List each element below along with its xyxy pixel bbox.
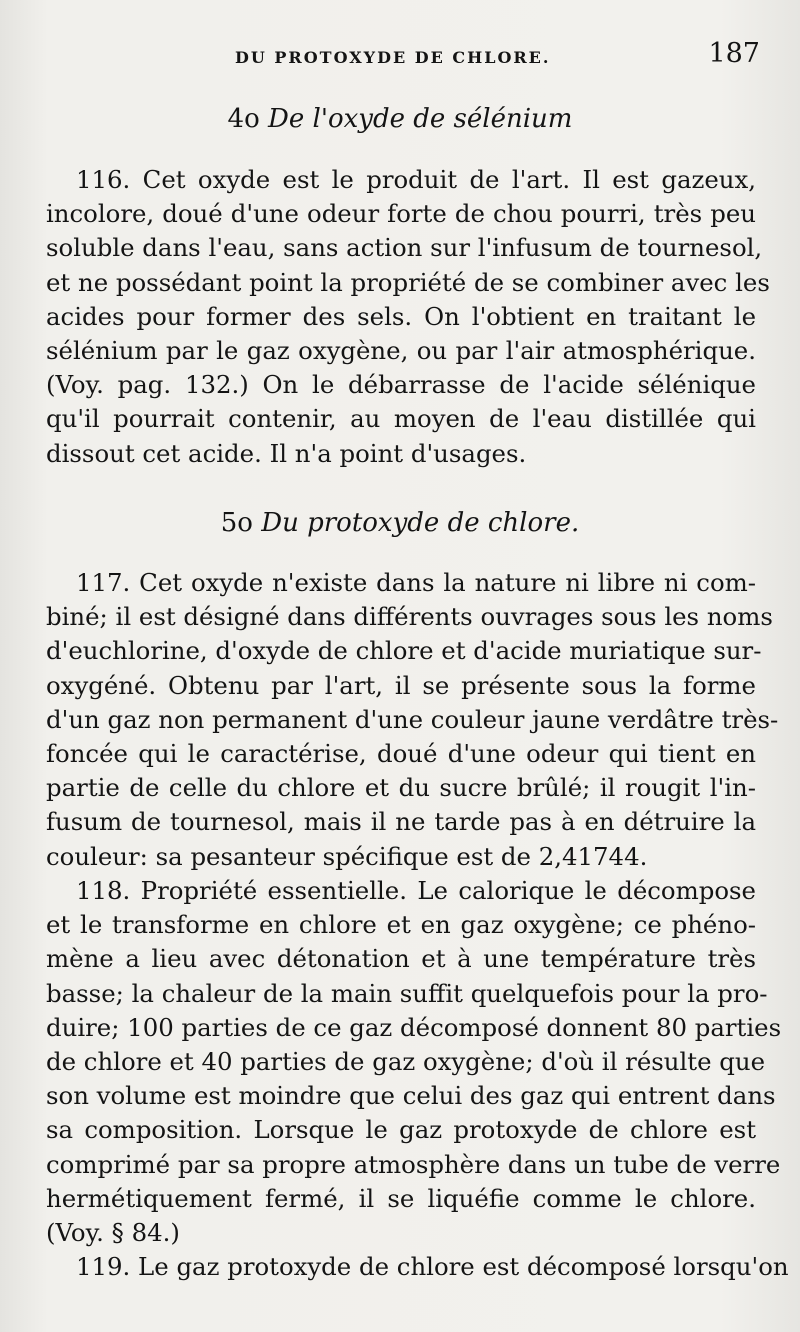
text-line: basse; la chaleur de la main suffit quelquefois pour la pro- [46,978,768,1008]
text-line: 118. Propriété essentielle. Le calorique le décompose [76,876,756,905]
text-line: son volume est moindre que celui des gaz qui entrent dans [46,1081,776,1111]
paragraph-118 [46,874,782,1250]
text-line: sélénium par le gaz oxygène, ou par l'air atmosphérique. [46,335,756,365]
text-line: couleur: sa pesanteur spécifique est de 2,41744. [46,841,648,871]
text-line: de chlore et 40 parties de gaz oxygène; d'où il résulte que [46,1046,766,1076]
text-line: sa composition. Lorsque le gaz protoxyde de chlore est [46,1115,756,1145]
paragraph-119 [46,1250,789,1284]
section-heading-chlorine [0,508,800,538]
text-line: d'euchlorine, d'oxyde de chlore et d'acide muriatique sur- [46,636,762,666]
text-line: partie de celle du chlore et du sucre brûlé; il rougit l'in- [46,773,756,803]
running-head-title: DU PROTOXYDE DE CHLORE. [235,48,551,67]
text-line: biné; il est désigné dans différents ouvrages sous les noms [46,602,773,632]
text-line: et ne possédant point la propriété de se combiner avec les [46,267,770,297]
text-line: 117. Cet oxyde n'existe dans la nature ni libre ni com- [76,568,756,597]
text-line: oxygéné. Obtenu par l'art, il se présente sous la forme [46,670,756,700]
text-line: comprimé par sa propre atmosphère dans un tube de verre [46,1149,781,1179]
text-line: (Voy. pag. 132.) On le débarrasse de l'acide sélénique [46,370,756,400]
text-line: (Voy. § 84.) [46,1217,180,1247]
paragraph-116 [46,163,770,471]
text-line: fusum de tournesol, mais il ne tarde pas à en détruire la [46,807,756,837]
text-line: incolore, doué d'une odeur forte de chou pourri, très peu [46,199,756,229]
running-head [40,36,760,76]
section-heading-selenium [0,104,800,134]
text-line: et le transforme en chlore et en gaz oxygène; ce phéno- [46,910,756,940]
section-number: 5o [220,508,253,538]
text-line: acides pour former des sels. On l'obtient en traitant le [46,301,756,331]
text-line: 116. Cet oxyde est le produit de l'art. Il est gazeux, [76,165,756,194]
text-line: d'un gaz non permanent d'une couleur jaune verdâtre très- [46,704,779,734]
text-line: qu'il pourrait contenir, au moyen de l'eau distillée qui [46,404,756,434]
text-line: mène a lieu avec détonation et à une température très [46,944,756,974]
section-title: Du protoxyde de chlore. [261,508,580,538]
text-line: 119. Le gaz protoxyde de chlore est décomposé lorsqu'on [76,1252,789,1281]
paragraph-117 [46,566,779,874]
page-number: 187 [708,38,760,69]
text-line: soluble dans l'eau, sans action sur l'infusum de tournesol, [46,233,763,263]
text-line: duire; 100 parties de ce gaz décomposé donnent 80 parties [46,1012,782,1042]
section-number: 4o [227,104,260,134]
text-line: hermétiquement fermé, il se liquéfie comme le chlore. [46,1183,756,1213]
text-line: dissout cet acide. Il n'a point d'usages. [46,438,527,468]
text-line: foncée qui le caractérise, doué d'une odeur qui tient en [46,738,756,768]
section-title: De l'oxyde de sélénium [268,104,573,134]
